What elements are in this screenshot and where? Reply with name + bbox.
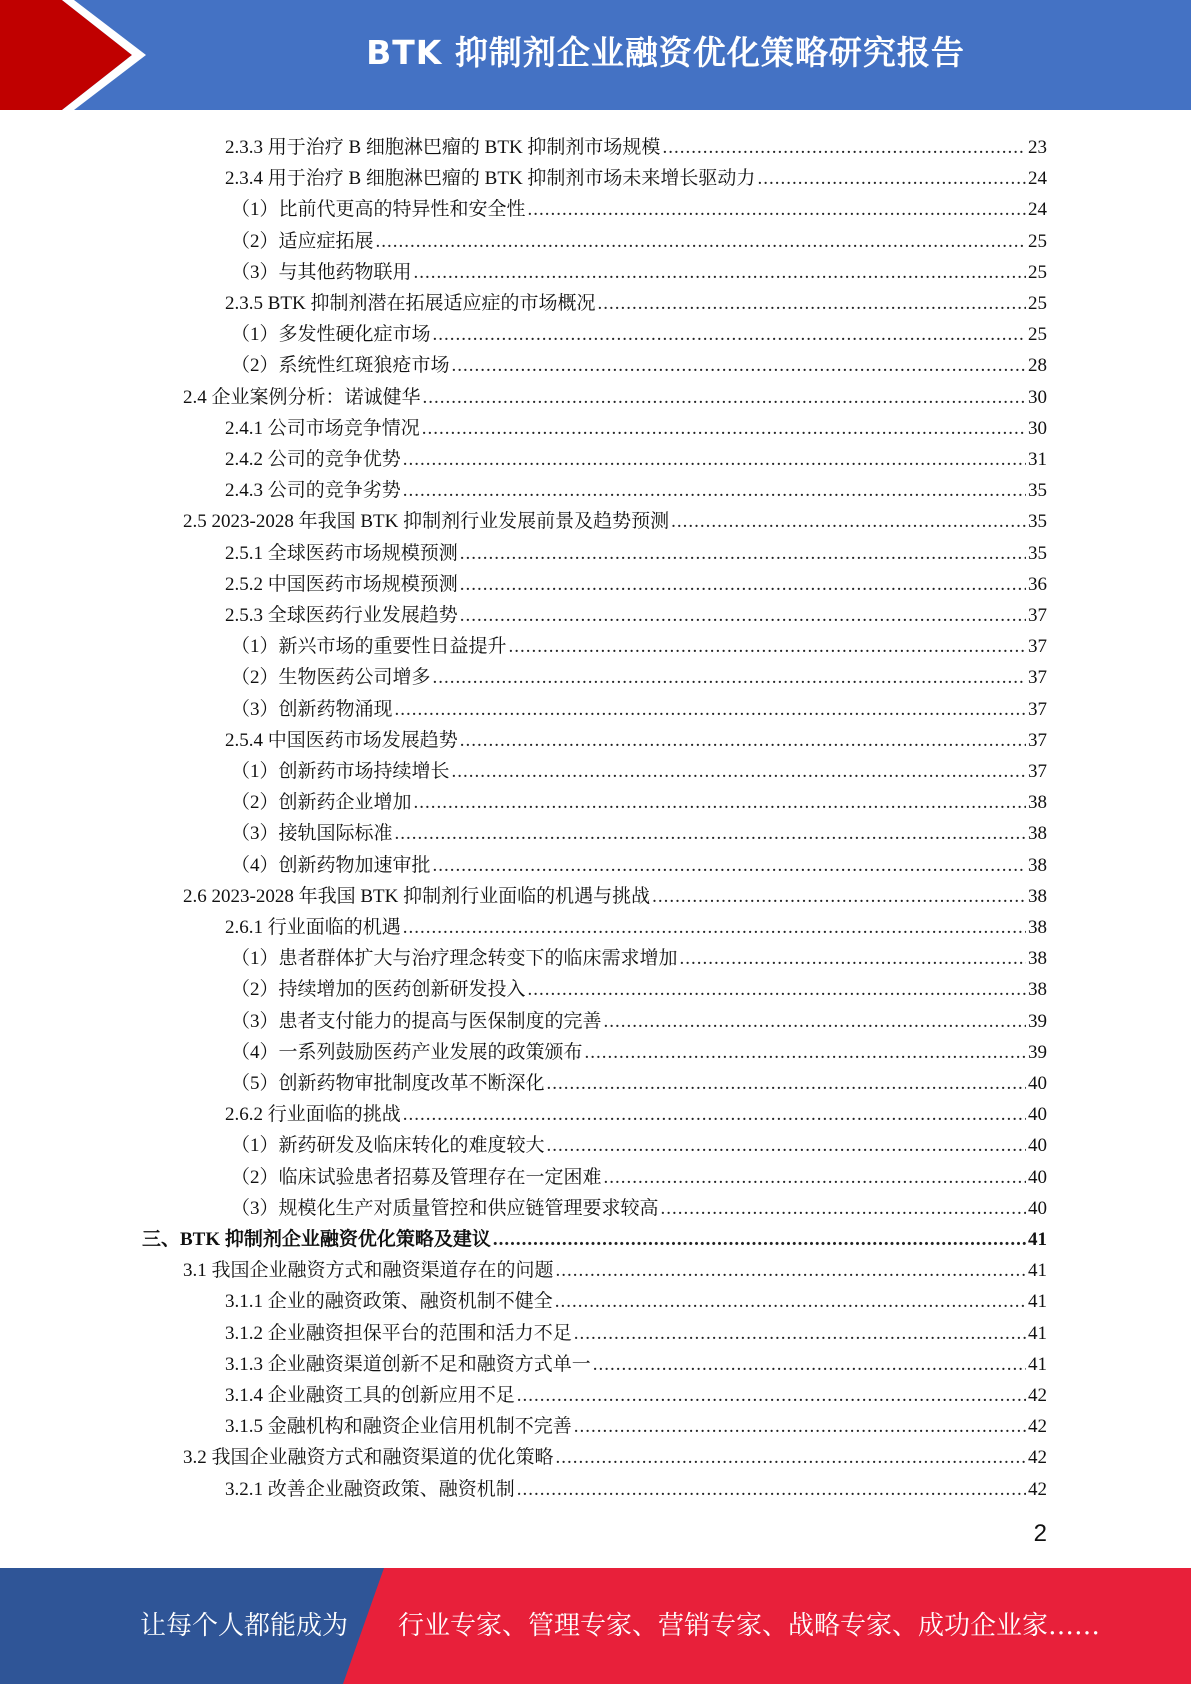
toc-entry-page: 30 [1028, 417, 1047, 439]
toc-entry[interactable] [231, 1158, 1047, 1189]
toc-entry-page: 41 [1028, 1260, 1047, 1282]
toc-entry-label: （5）创新药物审批制度改革不断深化 [231, 1073, 545, 1094]
toc-entry-label: 2.5.2 中国医药市场规模预测 [225, 573, 458, 595]
toc-dot-leader [460, 574, 1026, 596]
toc-entry-page: 42 [1028, 1447, 1047, 1469]
toc-entry-page: 35 [1028, 480, 1047, 502]
toc-entry-page: 38 [1028, 792, 1047, 814]
toc-entry-page: 38 [1028, 854, 1047, 876]
toc-entry-label: （2）临床试验患者招募及管理存在一定困难 [231, 1166, 602, 1188]
toc-dot-leader [528, 199, 1026, 221]
toc-entry-page: 38 [1028, 917, 1047, 938]
toc-entry[interactable] [225, 1376, 1047, 1407]
toc-entry[interactable] [183, 1438, 1047, 1469]
toc-dot-leader [376, 231, 1026, 253]
toc-dot-leader [403, 449, 1026, 471]
toc-dot-leader [395, 699, 1026, 721]
toc-entry[interactable] [231, 222, 1047, 253]
toc-entry-page: 40 [1028, 1104, 1047, 1126]
toc-entry-label: 3.1.1 企业的融资政策、融资机制不健全 [225, 1291, 553, 1313]
toc-dot-leader [574, 1323, 1026, 1345]
toc-dot-leader [757, 168, 1026, 190]
toc-entry-label: 2.4 企业案例分析：诺诚健华 [183, 386, 421, 408]
toc-entry-page: 41 [1028, 1229, 1047, 1250]
toc-entry[interactable] [231, 970, 1047, 1001]
toc-entry-page: 42 [1028, 1416, 1047, 1438]
toc-entry-label: 3.2.1 改善企业融资政策、融资机制 [225, 1478, 515, 1500]
toc-entry[interactable] [183, 378, 1047, 409]
toc-entry-label: （2）适应症拓展 [231, 230, 374, 252]
toc-entry[interactable] [225, 440, 1047, 471]
toc-entry-label: 2.6.1 行业面临的机遇 [225, 917, 401, 938]
toc-entry-label: （1）新药研发及临床转化的难度较大 [231, 1135, 545, 1157]
toc-entry[interactable] [225, 908, 1047, 939]
toc-entry-page: 23 [1028, 137, 1047, 158]
toc-dot-leader [604, 1167, 1026, 1189]
toc-dot-leader [452, 761, 1026, 783]
toc-entry-page: 40 [1028, 1166, 1047, 1188]
toc-entry-page: 25 [1028, 261, 1047, 283]
toc-entry-page: 37 [1028, 698, 1047, 720]
toc-dot-leader [661, 1198, 1026, 1220]
toc-entry-label: 2.6 2023-2028 年我国 BTK 抑制剂行业面临的机遇与挑战 [183, 885, 651, 907]
toc-entry-label: 2.5.4 中国医药市场发展趋势 [225, 729, 458, 751]
toc-dot-leader [403, 917, 1026, 939]
toc-entry-label: （2）生物医药公司增多 [231, 667, 431, 689]
toc-entry-page: 24 [1028, 199, 1047, 221]
toc-dot-leader [509, 636, 1026, 658]
toc-entry[interactable] [231, 1126, 1047, 1157]
toc-entry-page: 24 [1028, 168, 1047, 190]
toc-entry-page: 37 [1028, 761, 1047, 782]
toc-entry-page: 41 [1028, 1353, 1047, 1375]
toc-entry[interactable] [183, 502, 1047, 533]
toc-entry[interactable] [183, 877, 1047, 908]
toc-entry[interactable] [231, 627, 1047, 658]
toc-dot-leader [433, 855, 1026, 877]
toc-entry-label: （3）创新药物涌现 [231, 698, 393, 720]
toc-entry-page: 37 [1028, 729, 1047, 751]
toc-entry[interactable] [225, 1470, 1047, 1501]
toc-entry-label: （2）创新药企业增加 [231, 792, 412, 814]
toc-entry-page: 38 [1028, 823, 1047, 845]
toc-entry-page: 25 [1028, 293, 1047, 314]
toc-entry-label: 3.1.3 企业融资渠道创新不足和融资方式单一 [225, 1353, 591, 1375]
toc-entry-label: 2.4.1 公司市场竞争情况 [225, 417, 420, 439]
toc-entry-page: 35 [1028, 542, 1047, 564]
toc-entry[interactable] [225, 1282, 1047, 1313]
toc-dot-leader [395, 823, 1026, 845]
toc-entry[interactable] [225, 128, 1047, 159]
footer-slogan-right: 行业专家、管理专家、营销专家、战略专家、成功企业家…… [398, 1611, 1101, 1641]
toc-dot-leader [403, 1104, 1026, 1126]
toc-entry-label: 2.4.2 公司的竞争优势 [225, 449, 401, 470]
toc-entry[interactable] [231, 939, 1047, 970]
toc-entry[interactable] [231, 846, 1047, 877]
toc-entry[interactable] [142, 1220, 1047, 1251]
toc-entry-page: 25 [1028, 324, 1047, 346]
toc-entry[interactable] [231, 190, 1047, 221]
toc-entry[interactable] [225, 721, 1047, 752]
page-header [0, 0, 1191, 110]
toc-entry-label: （3）接轨国际标准 [231, 823, 393, 845]
toc-entry-label: 三、BTK 抑制剂企业融资优化策略及建议 [142, 1229, 491, 1250]
toc-entry-label: 2.5.3 全球医药行业发展趋势 [225, 605, 458, 626]
toc-dot-leader [593, 1354, 1026, 1376]
toc-entry-page: 37 [1028, 667, 1047, 689]
toc-entry-label: （4）创新药物加速审批 [231, 854, 431, 876]
toc-dot-leader [460, 605, 1026, 627]
toc-entry-page: 41 [1028, 1322, 1047, 1344]
toc-entry-label: 3.1.4 企业融资工具的创新应用不足 [225, 1385, 515, 1406]
toc-entry-label: 3.2 我国企业融资方式和融资渠道的优化策略 [183, 1447, 554, 1469]
toc-dot-leader [517, 1479, 1026, 1501]
toc-entry-label: （3）患者支付能力的提高与医保制度的完善 [231, 1010, 602, 1032]
toc-entry-label: 3.1 我国企业融资方式和融资渠道存在的问题 [183, 1260, 554, 1282]
toc-entry[interactable] [225, 534, 1047, 565]
toc-dot-leader [598, 293, 1026, 315]
toc-entry-page: 42 [1028, 1385, 1047, 1406]
page-number: 2 [1033, 1520, 1047, 1547]
toc-entry-page: 38 [1028, 885, 1047, 907]
toc-entry-page: 37 [1028, 636, 1047, 658]
toc-entry-page: 35 [1028, 511, 1047, 533]
toc-entry-label: （3）规模化生产对质量管控和供应链管理要求较高 [231, 1197, 659, 1219]
toc-dot-leader [433, 324, 1026, 346]
toc-entry[interactable] [231, 814, 1047, 845]
toc-dot-leader [414, 792, 1026, 814]
toc-dot-leader [460, 543, 1026, 565]
toc-entry-label: （1）患者群体扩大与治疗理念转变下的临床需求增加 [231, 948, 678, 970]
toc-entry-label: 2.3.3 用于治疗 B 细胞淋巴瘤的 BTK 抑制剂市场规模 [225, 137, 661, 158]
toc-dot-leader [555, 1291, 1026, 1313]
toc-dot-leader [528, 979, 1026, 1001]
footer-slogan-left: 让每个人都能成为 [140, 1611, 349, 1641]
toc-entry[interactable] [225, 1314, 1047, 1345]
toc-entry-page: 40 [1028, 1073, 1047, 1094]
toc-entry-label: 2.6.2 行业面临的挑战 [225, 1104, 401, 1126]
toc-dot-leader [662, 137, 1026, 159]
toc-entry-label: 3.1.2 企业融资担保平台的范围和活力不足 [225, 1322, 572, 1344]
toc-entry[interactable] [231, 1189, 1047, 1220]
toc-entry-label: （1）多发性硬化症市场 [231, 324, 431, 346]
toc-entry-page: 37 [1028, 605, 1047, 626]
toc-dot-leader [493, 1229, 1026, 1251]
toc-entry[interactable] [225, 1407, 1047, 1438]
toc-entry[interactable] [225, 565, 1047, 596]
toc-dot-leader [422, 418, 1026, 440]
toc-dot-leader [556, 1260, 1026, 1282]
toc-dot-leader [680, 948, 1026, 970]
toc-entry-page: 39 [1028, 1010, 1047, 1032]
toc-dot-leader [652, 886, 1026, 908]
toc-dot-leader [585, 1042, 1026, 1064]
toc-dot-leader [403, 480, 1026, 502]
toc-entry-label: 2.5 2023-2028 年我国 BTK 抑制剂行业发展前景及趋势预测 [183, 511, 670, 533]
toc-dot-leader [423, 387, 1026, 409]
toc-entry-label: （1）新兴市场的重要性日益提升 [231, 636, 507, 658]
toc-entry-page: 28 [1028, 355, 1047, 377]
toc-entry-label: 2.4.3 公司的竞争劣势 [225, 480, 401, 502]
toc-entry[interactable] [225, 284, 1047, 315]
toc-entry[interactable] [225, 471, 1047, 502]
toc-dot-leader [517, 1385, 1026, 1407]
toc-dot-leader [547, 1135, 1026, 1157]
toc-dot-leader [604, 1011, 1026, 1033]
toc-dot-leader [414, 262, 1026, 284]
toc-entry-page: 38 [1028, 979, 1047, 1001]
toc-entry-page: 30 [1028, 386, 1047, 408]
toc-entry-label: 2.3.5 BTK 抑制剂潜在拓展适应症的市场概况 [225, 293, 596, 314]
toc-dot-leader [460, 730, 1026, 752]
toc-entry-label: 2.3.4 用于治疗 B 细胞淋巴瘤的 BTK 抑制剂市场未来增长驱动力 [225, 168, 756, 190]
toc-entry[interactable] [231, 752, 1047, 783]
toc-entry-page: 40 [1028, 1197, 1047, 1219]
toc-entry[interactable] [231, 658, 1047, 689]
page-footer [0, 1568, 1191, 1684]
toc-dot-leader [671, 511, 1026, 533]
toc-entry[interactable] [231, 690, 1047, 721]
toc-entry[interactable] [231, 1002, 1047, 1033]
toc-dot-leader [574, 1416, 1026, 1438]
toc-entry[interactable] [225, 159, 1047, 190]
toc-entry-page: 31 [1028, 449, 1047, 470]
toc-entry[interactable] [225, 1095, 1047, 1126]
toc-entry[interactable] [231, 253, 1047, 284]
toc-entry-page: 39 [1028, 1041, 1047, 1063]
chevron-arrow-icon [0, 0, 160, 110]
toc-dot-leader [452, 355, 1026, 377]
toc-entry[interactable] [231, 783, 1047, 814]
toc-entry[interactable] [225, 409, 1047, 440]
report-title: BTK 抑制剂企业融资优化策略研究报告 [366, 33, 965, 72]
toc-dot-leader [547, 1073, 1026, 1095]
toc-entry-page: 41 [1028, 1291, 1047, 1313]
toc-entry-page: 36 [1028, 573, 1047, 595]
toc-entry-label: （2）持续增加的医药创新研发投入 [231, 979, 526, 1001]
toc-entry-label: 3.1.5 金融机构和融资企业信用机制不完善 [225, 1416, 572, 1438]
toc-entry-label: （3）与其他药物联用 [231, 261, 412, 283]
toc-entry-page: 42 [1028, 1478, 1047, 1500]
toc-entry[interactable] [231, 1064, 1047, 1095]
toc-entry-label: （4）一系列鼓励医药产业发展的政策颁布 [231, 1041, 583, 1063]
toc-dot-leader [556, 1447, 1026, 1469]
toc-dot-leader [433, 667, 1026, 689]
toc-entry-label: 2.5.1 全球医药市场规模预测 [225, 542, 458, 564]
toc-entry-label: （2）系统性红斑狼疮市场 [231, 355, 450, 377]
toc-entry-label: （1）创新药市场持续增长 [231, 761, 450, 782]
toc-entry[interactable] [183, 1251, 1047, 1282]
toc-entry[interactable] [225, 1345, 1047, 1376]
toc-entry[interactable] [225, 596, 1047, 627]
toc-entry-page: 38 [1028, 948, 1047, 970]
toc-entry[interactable] [231, 346, 1047, 377]
toc-entry-page: 25 [1028, 230, 1047, 252]
toc-entry-label: （1）比前代更高的特异性和安全性 [231, 199, 526, 221]
toc-entry-page: 40 [1028, 1135, 1047, 1157]
toc-entry[interactable] [231, 1033, 1047, 1064]
toc-entry[interactable] [231, 315, 1047, 346]
